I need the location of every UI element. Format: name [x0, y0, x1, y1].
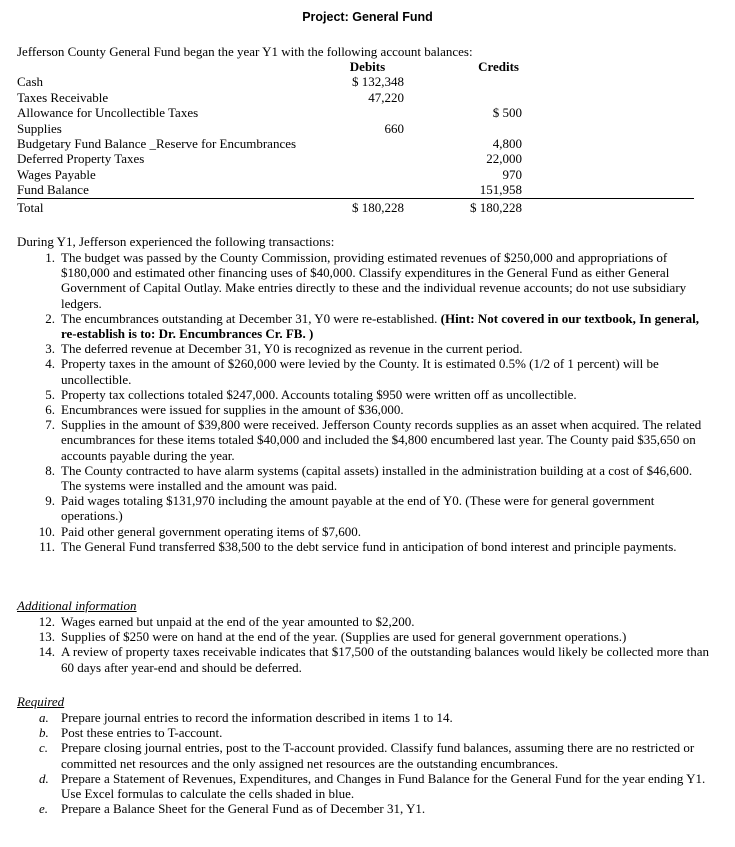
account-name: Deferred Property Taxes [17, 151, 145, 167]
credit-value [404, 74, 694, 89]
required-section [17, 694, 709, 816]
total-label: Total [17, 198, 331, 215]
total-credit: $ 180,228 [404, 198, 694, 215]
debit-value [331, 182, 404, 198]
account-name: Allowance for Uncollectible Taxes [17, 105, 199, 121]
balances-table [17, 59, 694, 215]
list-item: 9. Paid wages totaling $131,970 including the amount payable at the end of Y0. (These were for general government operations.) [45, 493, 655, 524]
page-title: Project: General Fund [302, 10, 433, 24]
list-item: e. Prepare a Balance Sheet for the General Fund as of December 31, Y1. [39, 801, 426, 817]
list-item: 11. The General Fund transferred $38,500 to the debt service fund in anticipation of bond interest and principle payments. [39, 538, 677, 554]
balance-row [17, 105, 694, 120]
balance-row [17, 167, 694, 182]
total-row [17, 198, 694, 215]
hint-text: (Hint: Not covered in our textbook, In general, re-establish is to: Dr. Encumbrances Cr. FB. ) [61, 310, 700, 342]
balance-row [17, 90, 694, 105]
list-item: d. Prepare a Statement of Revenues, Expenditures, and Changes in Fund Balance for the General Fund for the year ending Y1. Use Excel formulas to calculate the cells shaded in blue. [39, 770, 706, 802]
debit-value: $ 132,348 [352, 74, 404, 90]
transactions-intro: During Y1, Jefferson experienced the following transactions: [17, 234, 335, 249]
credit-value [404, 121, 694, 136]
balance-row [17, 136, 694, 151]
list-item: a. Prepare journal entries to record the information described in items 1 to 14. [39, 710, 453, 725]
account-name: Wages Payable [17, 166, 96, 182]
list-item: 10. Paid other general government operating items of $7,600. [38, 523, 362, 539]
balance-row [17, 182, 694, 198]
list-item: 7. Supplies in the amount of $39,800 were received. Jefferson County records supplies as an asset when acquired. The related encumbrances for these items totaled $40,000 and included the $4,800 encumbered last year. The County paid $35,650 on accounts payable during the year. [45, 417, 702, 463]
list-item: 3. The deferred revenue at December 31, Y0 is recognized as revenue in the current period. [45, 341, 523, 357]
total-debit: $ 180,228 [331, 198, 404, 215]
list-item: 4. Property taxes in the amount of $260,000 were levied by the County. It is estimated 0.5% (1/2 of 1 percent) will be uncollectible. [45, 356, 659, 387]
required-heading: Required [17, 694, 65, 709]
credit-value: $ 500 [492, 105, 522, 121]
transactions-list [17, 250, 709, 554]
additional-heading: Additional information [17, 598, 137, 613]
intro-text: Jefferson County General Fund began the year Y1 with the following account balances: [17, 44, 473, 59]
balance-row [17, 121, 694, 136]
credit-value: 4,800 [492, 136, 522, 152]
list-item: 14. A review of property taxes receivable indicates that $17,500 of the outstanding balances would likely be collected more than 60 days after year-end and should be deferred. [38, 644, 709, 675]
debit-value [331, 105, 404, 120]
account-name: Supplies [17, 120, 62, 136]
list-item: b. Post these entries to T-account. [39, 725, 223, 741]
account-name: Cash [17, 74, 43, 90]
list-item: 5. Property tax collections totaled $247,000. Accounts totaling $950 were written off as uncollectible. [45, 386, 577, 402]
credit-value: 970 [502, 166, 522, 182]
transactions-section [17, 234, 709, 554]
debit-value: 47,220 [368, 89, 404, 105]
account-header [17, 59, 331, 74]
balance-row [17, 151, 694, 166]
debit-value [331, 167, 404, 182]
list-item: 2. The encumbrances outstanding at December 31, Y0 were re-established. (Hint: Not covered in our textbook, In general, re-establish is to: Dr. Encumbrances Cr. FB. ) [45, 310, 700, 342]
debit-value [331, 151, 404, 166]
debit-value: 660 [384, 120, 404, 136]
debits-header: Debits [349, 59, 386, 74]
list-item: 8. The County contracted to have alarm systems (capital assets) installed in the administration building at a cost of $46,600. The systems were installed and the amount was paid. [45, 462, 693, 494]
additional-list [17, 614, 709, 675]
balance-row [17, 74, 694, 89]
account-name: Fund Balance [17, 182, 89, 198]
account-name: Taxes Receivable [17, 89, 109, 105]
additional-section [17, 598, 709, 675]
credit-value: 22,000 [486, 151, 522, 167]
list-item: 12. Wages earned but unpaid at the end of the year amounted to $2,200. [38, 614, 415, 629]
debit-value [331, 136, 404, 151]
account-name: Budgetary Fund Balance _Reserve for Encumbrances [17, 136, 297, 152]
list-item: c. Prepare closing journal entries, post to the T-account provided. Classify fund balances, assuming there are no restricted or committed net resources and the only assigned net resources are the outstanding encumbrances. [39, 740, 695, 771]
credit-value [404, 90, 694, 105]
credit-value: 151,958 [479, 182, 522, 198]
balances-header-row [17, 59, 694, 74]
list-item: 1. The budget was passed by the County Commission, providing estimated revenues of $250,000 and appropriations of $180,000 and estimated other financing uses of $40,000. Classify expenditures in the General Fund as either General Government of Capital Outlay. Make entries directly to these and the individual revenue accounts; do not use subsidiary ledgers. [45, 250, 687, 311]
list-item: 6. Encumbrances were issued for supplies in the amount of $36,000. [45, 402, 404, 418]
required-list [17, 710, 709, 816]
list-item: 13. Supplies of $250 were on hand at the end of the year. (Supplies are used for general government operations.) [38, 629, 627, 645]
credits-header: Credits [478, 59, 519, 74]
